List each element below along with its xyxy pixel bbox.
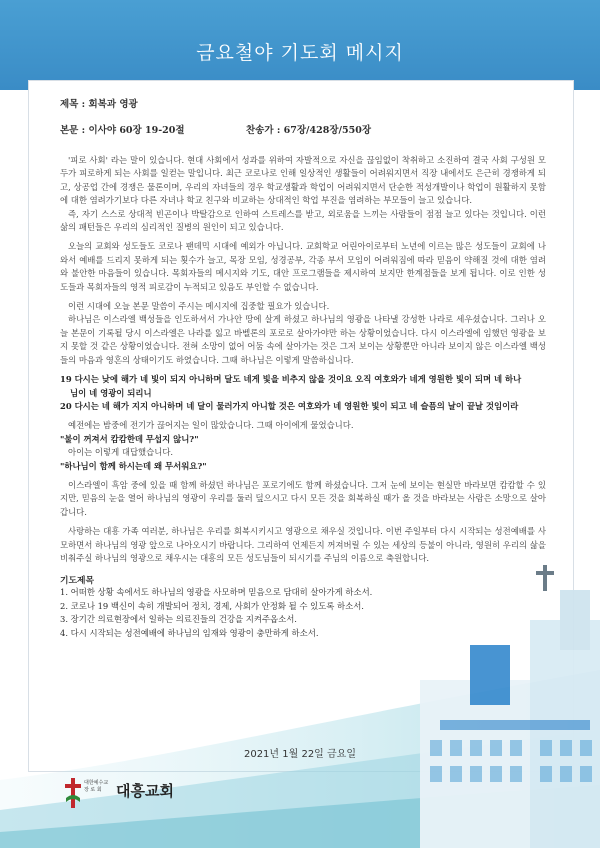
scripture-reference: 본문 : 이사야 60장 19-20절 <box>60 125 185 136</box>
paragraph: 이런 시대에 오늘 본문 말씀이 주시는 메시지에 집중할 필요가 있습니다. <box>68 301 330 312</box>
prayer-item: 2. 코로나 19 백신이 속히 개발되어 정치, 경제, 사회가 안정화 될 수 있도록 하소서. <box>60 600 364 611</box>
bible-verse-19 <box>60 373 546 400</box>
paragraph: 예전에는 밤중에 전기가 끊어지는 일이 많았습니다. 그때 아이에게 물었습니다. <box>68 420 354 431</box>
prayer-item: 4. 다시 시작되는 성전예배에 하나님의 임재와 영광이 충만하게 하소서. <box>60 627 319 638</box>
hymn-numbers: 찬송가 : 67장/428장/550장 <box>246 125 372 136</box>
sermon-title: 제목 : 회복과 영광 <box>60 99 138 110</box>
church-cross-icon <box>64 776 82 810</box>
denomination-label: 대한예수교 장 로 회 <box>84 780 109 793</box>
scripture-row <box>60 122 546 148</box>
prayer-list <box>60 586 546 640</box>
prayer-item: 1. 어떠한 상황 속에서도 하나님의 영광을 사모하며 믿음으로 담대히 살아가게 하소서. <box>60 587 373 598</box>
church-name: 대흥교회 <box>116 782 174 800</box>
prayer-item: 3. 장기간 의료현장에서 일하는 의료진들의 건강을 지켜주옵소서. <box>60 614 297 625</box>
quote: "하나님이 함께 하시는데 왜 무서워요?" <box>60 460 207 471</box>
bible-verse-20: 20 다시는 네 해가 지지 아니하며 네 달이 물러가지 아니할 것은 여호와가 네 영원한 빛이 되고 네 슬픔의 날이 끝날 것임이라 <box>60 400 519 411</box>
message-content <box>60 96 546 640</box>
paragraph: 오늘의 교회와 성도들도 코로나 팬데믹 시대에 예외가 아닙니다. 교회학교 어린아이로부터 노년에 이르는 많은 성도들이 교회에 나와서 예배를 드리지 못하게 되는 횟수가 늘고, 목장 모임, 성경공부, 각종 부서 모임이 어려워짐에 따라 믿음이 약해질 것에 대한 염려와 불안한 마음들이 있습니다. 목회자들의 메시지와 기도, 대안 프로그램들을 제시하여 보지만 한계점들을 보게 됩니다. 이로 인한 성도들과 목회자들의 영적 피로감이 누적되고 있음도 부인할 수 없습니다. <box>60 241 546 292</box>
paragraph: 사랑하는 대흥 가족 여러분, 하나님은 우리를 회복시키시고 영광으로 채우실 것입니다. 이번 주일부터 다시 시작되는 성전예배를 사모하면서 하나님의 영광 앞으로 나아오시기 바랍니다. 그리하여 언제든지 꺼져버릴 수 있는 세상의 등불이 아니라, 영원히 우리의 삶을 비춰주실 하나님의 영광으로 채우시는 대흥의 모든 성도님들이 되시기를 주님의 이름으로 축원합니다. <box>60 526 546 563</box>
verse-line: 님이 네 영광이 되리니 <box>70 387 152 398</box>
paragraph: 하나님은 이스라엘 백성들을 인도하셔서 가나안 땅에 살게 하셨고 하나님의 영광을 나타낼 강성한 나라로 세우셨습니다. 그러나 오늘 본문이 기록될 당시 이스라엘은 나라를 잃고 바벨론의 포로로 살아가야만 하는 상황이었습니다. 다시 이스라엘에 임했던 영광을 보지 못할 것 같은 상황이었습니다. 전혀 소망이 없어 어둠 속에 살아가는 것은 그저 보이는 상황뿐만 아니라 보이지 않은 이스라엘 백성들의 마음과 영혼의 상태이기도 하였습니다. 그때 하나님은 이렇게 말씀하십니다. <box>60 314 546 365</box>
paragraph: '피로 사회' 라는 말이 있습니다. 현대 사회에서 성과를 위하여 자발적으로 자신을 끊임없이 착취하고 소진하여 결국 사회 구성원 모두가 피로하게 되는 사회를 일컫는 말입니다. 최근 코로나로 인해 일상적인 생활들이 어려워지면서 직장 내에서도 은근히 경쟁하게 되고, 상공업 간에 경쟁은 물론이며, 우리의 자녀들의 경우 학교생활과 학업이 어려워지면서 단순한 적성개발이나 학업이 원활하지 못함에 대한 염려가기보다 다른 자녀나 학교 친구와 비교하는 상대적인 학업 부진을 염려하는 부모들이 늘고 있습니다. <box>60 155 546 206</box>
quote: "불이 꺼져서 캄캄한데 무섭지 않니?" <box>60 433 199 444</box>
message-date: 2021년 1월 22일 금요일 <box>243 749 357 760</box>
page-title: 금요철야 기도회 메시지 <box>196 42 404 64</box>
verse-line: 19 다시는 낮에 해가 네 빛이 되지 아니하며 달도 네게 빛을 비추지 않을 것이요 오직 여호와가 네게 영원한 빛이 되며 네 하나 <box>60 374 522 385</box>
church-logo <box>64 776 224 812</box>
prayer-title: 기도제목 <box>60 576 94 587</box>
paragraph: 즉, 자기 스스로 상대적 빈곤이나 박탈감으로 인하여 스트레스를 받고, 외로움을 느끼는 사람들이 점점 늘고 있다는 것입니다. 이런 삶의 패턴들은 우리의 심리적인 질병의 원인이 되고 있습니다. <box>60 208 546 233</box>
paragraph: 이스라엘이 흑암 중에 있을 때 함께 하셨던 하나님은 포로기에도 함께 하셨습니다. 그저 눈에 보이는 현실만 바라보면 캄캄할 수 있지만, 믿음의 눈을 열어 하나님의 영광이 우리를 둘러 덮으시고 다시 모든 것을 회복하실 때가 올 것을 바라보는 사람은 소망으로 살아갑니다. <box>60 479 546 517</box>
paragraph: 아이는 이렇게 대답했습니다. <box>68 447 174 458</box>
